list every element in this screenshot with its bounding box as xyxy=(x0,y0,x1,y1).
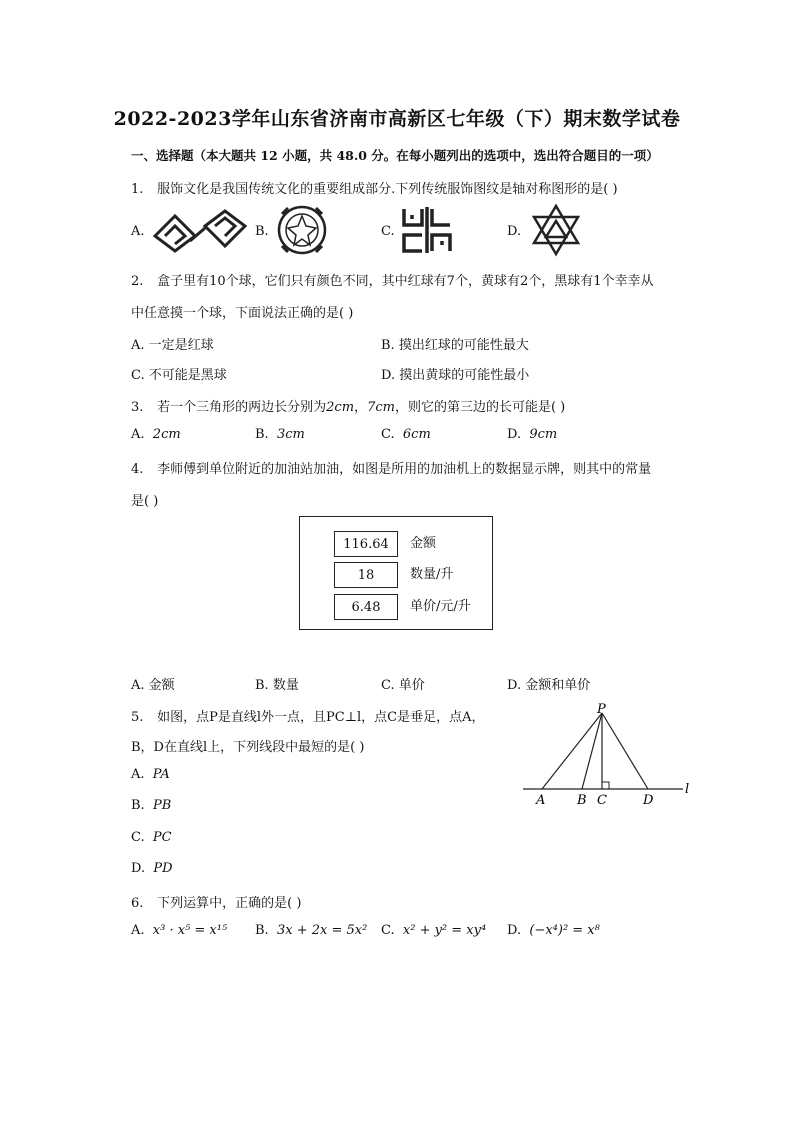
quantity-label: 数量/升 xyxy=(410,567,454,582)
question-number: 4. xyxy=(131,462,144,477)
question-number: 6. xyxy=(131,896,144,911)
separator: ， xyxy=(354,400,368,415)
question-text: 李师傅到单位附近的加油站加油，如图是所用的加油机上的数据显示牌，则其中的常量 xyxy=(157,462,652,477)
segment-pa xyxy=(542,713,602,789)
option-letter: C. xyxy=(381,923,395,938)
q4-option-a: A. 金额 xyxy=(131,678,175,693)
option-letter: D. xyxy=(131,861,146,876)
q1-pattern-a-figure xyxy=(150,206,250,256)
q5-option-c xyxy=(131,830,172,845)
fuel-pump-display xyxy=(299,516,493,630)
question-6 xyxy=(131,892,301,911)
question-5-continued: B，D在直线l上，下列线段中最短的是( ) xyxy=(131,740,365,755)
q1-pattern-c-figure xyxy=(400,205,454,255)
label-c: C xyxy=(597,793,607,808)
q5-option-a xyxy=(131,767,170,782)
q3-option-b xyxy=(255,427,305,442)
option-value: 9cm xyxy=(529,427,558,442)
label-a: A xyxy=(536,793,546,808)
label-l: l xyxy=(685,782,690,797)
q6-option-c xyxy=(381,923,486,938)
label-p: P xyxy=(597,702,606,717)
q2-option-a: A. 一定是红球 xyxy=(131,338,214,353)
question-text: 服饰文化是我国传统文化的重要组成部分.下列传统服饰图纹是轴对称图形的是( ) xyxy=(157,182,618,197)
q4-option-b: B. 数量 xyxy=(255,678,299,693)
option-value: PD xyxy=(153,861,173,876)
q2-option-d: D. 摸出黄球的可能性最小 xyxy=(381,368,530,383)
question-text: 如图，点P是直线l外一点，且PC⊥l，点C是垂足，点A， xyxy=(157,710,485,725)
label-b: B xyxy=(577,793,587,808)
question-number: 5. xyxy=(131,710,144,725)
q5-option-d xyxy=(131,861,173,876)
perpendicular-line-figure xyxy=(518,700,698,810)
q1-option-c-label: C. xyxy=(381,224,395,239)
option-value: 2cm xyxy=(152,427,181,442)
option-value: PA xyxy=(152,767,170,782)
option-value: PC xyxy=(152,830,172,845)
question-text-start: 若一个三角形的两边长分别为 xyxy=(157,400,327,415)
amount-value-box: 116.64 xyxy=(334,531,398,557)
option-letter: D. xyxy=(507,923,522,938)
option-letter: A. xyxy=(131,767,145,782)
segment-pd xyxy=(602,713,648,789)
option-letter: C. xyxy=(381,427,395,442)
question-2 xyxy=(131,270,654,289)
length-value-2: 7cm xyxy=(367,400,395,415)
option-value: PB xyxy=(152,798,172,813)
question-1 xyxy=(131,178,618,197)
q1-pattern-d-figure xyxy=(528,203,584,257)
q3-option-c xyxy=(381,427,431,442)
q5-option-b xyxy=(131,798,171,813)
unit-price-label: 单价/元/升 xyxy=(410,599,471,614)
q6-option-b xyxy=(255,923,367,938)
option-letter: D. xyxy=(507,427,522,442)
q4-option-d: D. 金额和单价 xyxy=(507,678,591,693)
question-4-continued: 是( ) xyxy=(131,494,159,509)
option-letter: A. xyxy=(131,923,145,938)
question-5 xyxy=(131,706,484,725)
q2-option-c: C. 不可能是黑球 xyxy=(131,368,227,383)
question-3 xyxy=(131,396,565,415)
q6-option-a xyxy=(131,923,227,938)
q2-option-b: B. 摸出红球的可能性最大 xyxy=(381,338,529,353)
question-text: 盒子里有10个球，它们只有颜色不同，其中红球有7个，黄球有2个，黑球有1个幸幸从 xyxy=(157,274,654,289)
q1-option-b-label: B. xyxy=(255,224,269,239)
option-expression: x³ · x⁵ = x¹⁵ xyxy=(152,923,228,938)
option-expression: x² + y² = xy⁴ xyxy=(402,923,487,938)
option-letter: B. xyxy=(131,798,145,813)
question-2-continued: 中任意摸一个球，下面说法正确的是( ) xyxy=(131,306,354,321)
q3-option-d xyxy=(507,427,557,442)
right-angle-mark xyxy=(602,782,609,789)
option-letter: B. xyxy=(255,923,269,938)
option-letter: C. xyxy=(131,830,145,845)
option-value: 6cm xyxy=(402,427,431,442)
question-number: 3. xyxy=(131,400,144,415)
option-letter: B. xyxy=(255,427,269,442)
amount-label: 金额 xyxy=(410,536,437,551)
question-number: 2. xyxy=(131,274,144,289)
q1-option-d-label: D. xyxy=(507,224,522,239)
q1-option-a-label: A. xyxy=(131,224,145,239)
section-heading: 一、选择题（本大题共 12 小题，共 48.0 分。在每小题列出的选项中，选出符合题目的一项） xyxy=(131,148,659,163)
page-title: 2022-2023学年山东省济南市高新区七年级（下）期末数学试卷 xyxy=(113,108,681,130)
option-letter: A. xyxy=(131,427,145,442)
option-expression: (−x⁴)² = x⁸ xyxy=(529,923,600,938)
unit-price-value-box: 6.48 xyxy=(334,594,398,620)
quantity-value-box: 18 xyxy=(334,562,398,588)
question-text-end: ，则它的第三边的长可能是( ) xyxy=(394,400,566,415)
option-expression: 3x + 2x = 5x² xyxy=(276,923,368,938)
length-value-1: 2cm xyxy=(326,400,355,415)
segment-pb xyxy=(582,713,602,789)
question-4 xyxy=(131,458,651,477)
q4-option-c: C. 单价 xyxy=(381,678,425,693)
q3-option-a xyxy=(131,427,181,442)
question-text: 下列运算中，正确的是( ) xyxy=(157,896,302,911)
q6-option-d xyxy=(507,923,600,938)
question-number: 1. xyxy=(131,182,144,197)
label-d: D xyxy=(643,793,654,808)
q1-pattern-b-figure xyxy=(276,204,328,256)
option-value: 3cm xyxy=(276,427,305,442)
